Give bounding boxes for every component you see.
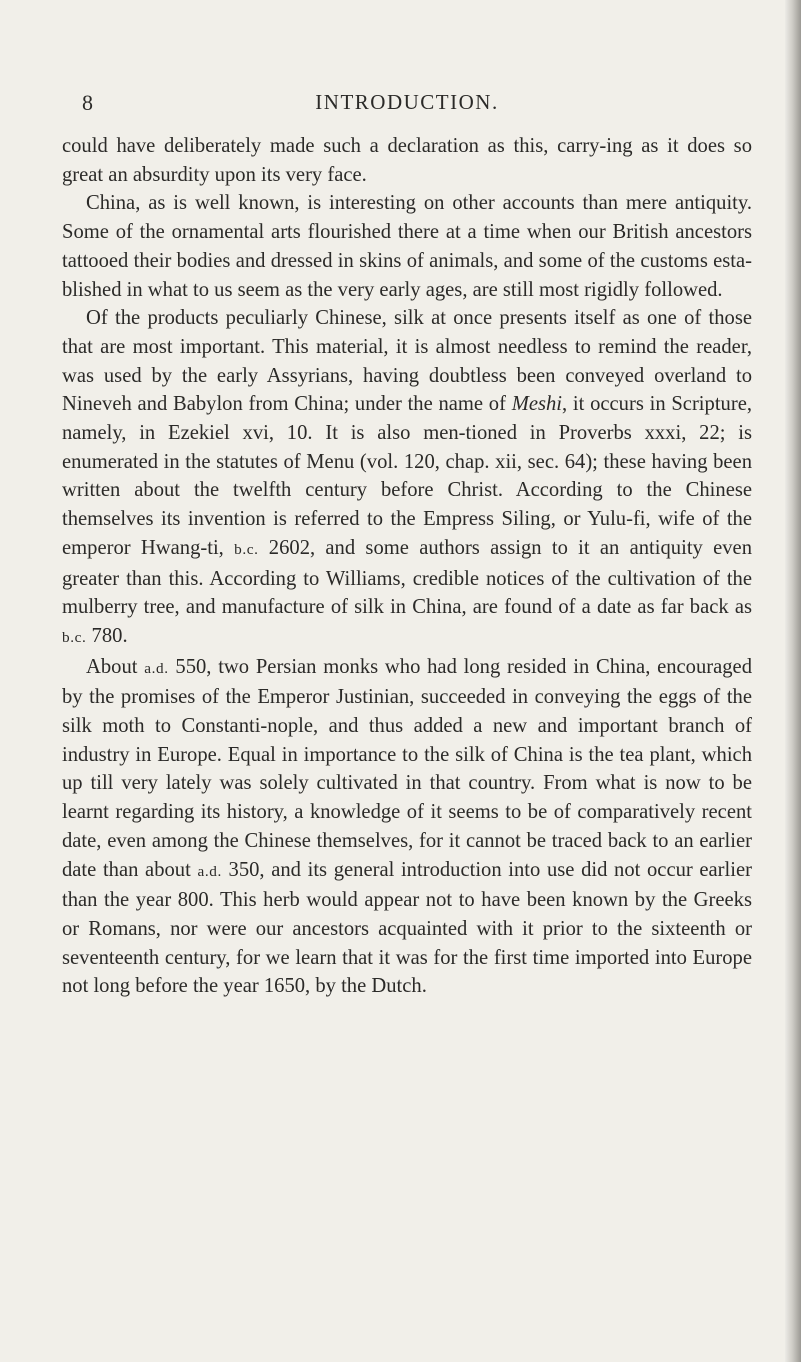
text-run: , it occurs in Scripture, namely, in Ezekiel xvi, 10. It is also men-tioned in Proverbs xxxi, 22; is enumerated in the statutes of Menu (vol. 120, chap. xii, sec. 64); these having been written about the twelfth century before Christ. According to the Chinese themselves its invention is referred to the Empress Siling, or Yulu-fi, wife of the emperor Hwang-ti, — [62, 393, 752, 559]
page-gutter-shadow — [785, 0, 801, 1362]
text-run: 2602, and some authors assign to it an antiquity even greater than this. According to Williams, credible notices of the cultivation of the mulberry tree, and manufacture of silk in China, are found of a date as far back as — [62, 536, 752, 619]
text-run: 350, and its general introduction into use did not occur earlier than the year 800. This herb would appear not to have been known by the Greeks or Romans, nor were our ancestors acquainted with it prior to the sixteenth or seventeenth century, for we learn that it was for the first time imported into Europe not long before the year 1650, by the Dutch. — [62, 858, 752, 998]
text-run: About — [86, 655, 145, 678]
text-run: 780. — [86, 624, 128, 647]
small-caps-era: b.c. — [62, 628, 87, 646]
book-page — [62, 88, 752, 1001]
small-caps-era: b.c. — [234, 540, 259, 558]
small-caps-era: a.d. — [144, 659, 169, 677]
page-number: 8 — [82, 90, 93, 115]
italic-term: Meshi — [511, 393, 563, 416]
running-head — [62, 88, 752, 118]
body-text — [62, 132, 752, 1001]
paragraph-silk — [62, 304, 752, 652]
text-run: 550, two Persian monks who had long resided in China, encouraged by the promises of the Emperor Justinian, succeeded in conveying the eggs of the silk moth to Constanti-nople, and thus added a new and important branch of industry in Europe. Equal in importance to the silk of China is the tea plant, which up till very lately was solely cultivated in that country. From what is now to be learnt regarding its history, a knowledge of it seems to be of comparatively recent date, even among the Chinese themselves, for it cannot be traced back to an earlier date than about — [62, 655, 752, 881]
small-caps-era: a.d. — [197, 862, 222, 880]
running-title: INTRODUCTION. — [315, 90, 499, 114]
paragraph-china: China, as is well known, is interesting on other accounts than mere antiquity. Some of the ornamental arts flourished there at a time when our British ancestors tattooed their bodies and dressed in skins of animals, and some of the customs esta-blished in what to us seem as the very early ages, are still most rigidly followed. — [62, 192, 752, 301]
paragraph-continuation: could have deliberately made such a declaration as this, carry-ing as it does so great an absurdity upon its very face. — [62, 135, 752, 186]
paragraph-tea — [62, 653, 752, 1001]
text-run: Of the products peculiarly Chinese, silk at once presents itself as one of those that are most important. This material, it is almost needless to remind the reader, was used by the early Assyrians, having doubtless been conveyed overland to Nineveh and Babylon from China; under the name of — [62, 307, 752, 416]
